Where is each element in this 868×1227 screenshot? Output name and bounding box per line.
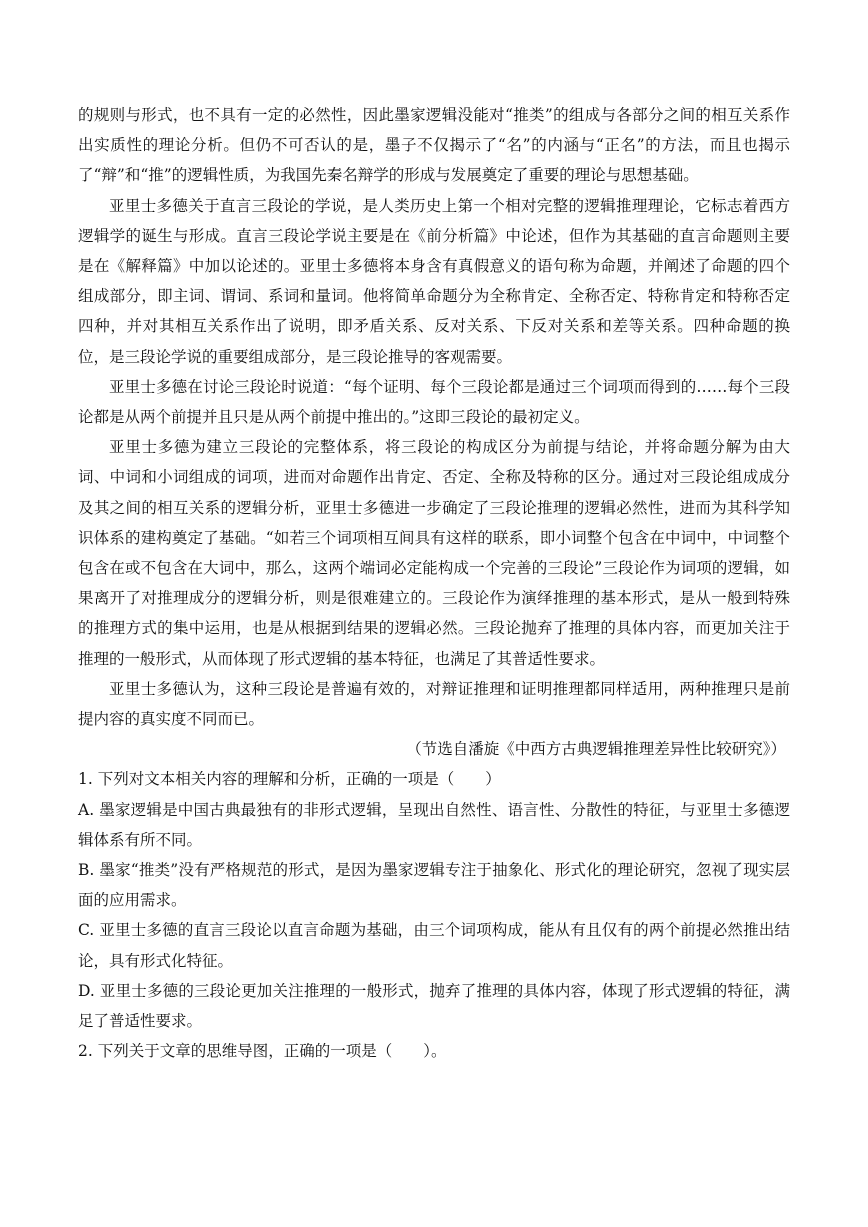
passage-paragraph-syllogism-system: 亚里士多德为建立三段论的完整体系，将三段论的构成区分为前提与结论，并将命题分解为由大词、中词和小词组成的词项，进而对命题作出肯定、否定、全称及特称的区分。通过对三段论组成成分及其之间的相互关系的逻辑分析，亚里士多德进一步确定了三段论推理的逻辑必然性，进而为其科学知识体系的建构奠定了基础。“如若三个词项相互间具有这样的联系，即小词整个包含在中词中，中词整个包含在或不包含在大词中，那么，这两个端词必定能构成一个完善的三段论”三段论作为词项的逻辑，如果离开了对推理成分的逻辑分析，则是很难建立的。三段论作为演绎推理的基本形式，是从一般到特殊的推理方式的集中运用，也是从根据到结果的逻辑必然。三段论抛弃了推理的具体内容，而更加关注于推理的一般形式，从而体现了形式逻辑的基本特征，也满足了其普适性要求。 (78, 438, 790, 668)
question-1-option-b: B. 墨家“推类”没有严格规范的形式，是因为墨家逻辑专注于抽象化、形式化的理论研究，忽视了现实层面的应用需求。 (78, 861, 790, 910)
question-1-option-c: C. 亚里士多德的直言三段论以直言命题为基础，由三个词项构成，能从有且仅有的两个前提必然推出结论，具有形式化特征。 (78, 921, 790, 970)
question-2-stem: 2. 下列关于文章的思维导图，正确的一项是（ ）。 (78, 1042, 447, 1061)
passage-paragraph-syllogism-theory: 亚里士多德关于直言三段论的学说，是人类历史上第一个相对完整的逻辑推理理论，它标志着西方逻辑学的诞生与形成。直言三段论学说主要是在《前分析篇》中论述，但作为其基础的直言命题则主要是在《解释篇》中加以论述的。亚里士多德将本身含有真假意义的语句称为命题，并阐述了命题的四个组成部分，即主词、谓词、系词和量词。他将简单命题分为全称肯定、全称否定、特称肯定和特称否定四种，并对其相互关系作出了说明，即矛盾关系、反对关系、下反对关系和差等关系。四种命题的换位，是三段论学说的重要组成部分，是三段论推导的客观需要。 (78, 196, 790, 366)
document-page (78, 100, 790, 1067)
question-1-option-d: D. 亚里士多德的三段论更加关注推理的一般形式，抛弃了推理的具体内容，体现了形式逻辑的特征，满足了普适性要求。 (78, 981, 790, 1031)
question-1-stem: 1. 下列对文本相关内容的理解和分析，正确的一项是（ ） (78, 770, 501, 789)
passage-paragraph-syllogism-definition: 亚里士多德在讨论三段论时说道：“每个证明、每个三段论都是通过三个词项而得到的……每个三段论都是从两个前提并且只是从两个前提中推出的。”这即三段论的最初定义。 (78, 377, 790, 427)
passage-paragraph-continued: 的规则与形式，也不具有一定的必然性，因此墨家逻辑没能对“推类”的组成与各部分之间的相互关系作出实质性的理论分析。但仍不可否认的是，墨子不仅揭示了“名”的内涵与“正名”的方法，而且也揭示了“辩”和“推”的逻辑性质，为我国先秦名辩学的形成与发展奠定了重要的理论与思想基础。 (78, 106, 790, 185)
passage-paragraph-universal-validity: 亚里士多德认为，这种三段论是普遍有效的，对辩证推理和证明推理都同样适用，两种推理只是前提内容的真实度不同而已。 (78, 679, 790, 729)
passage-source-citation: （节选自潘旋《中西方古典逻辑推理差异性比较研究》） (406, 740, 786, 759)
question-1-option-a: A. 墨家逻辑是中国古典最独有的非形式逻辑，呈现出自然性、语言性、分散性的特征，与亚里士多德逻辑体系有所不同。 (78, 800, 790, 849)
